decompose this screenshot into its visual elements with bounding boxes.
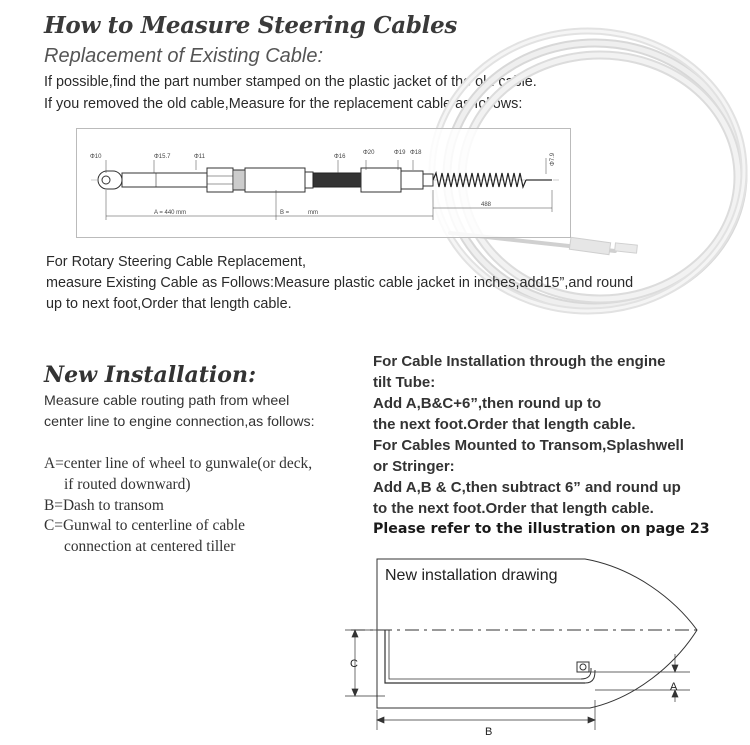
dim-label-b: B = bbox=[280, 210, 290, 216]
def-c: C=Gunwal to centerline of cable bbox=[44, 517, 245, 535]
rotary-line-3: up to next foot,Order that length cable. bbox=[46, 296, 292, 312]
def-b: B=Dash to transom bbox=[44, 496, 164, 514]
dimension-a-label: A bbox=[670, 681, 678, 693]
instr-line-7: Add A,B & C,then subtract 6” and round up bbox=[373, 479, 681, 496]
rotary-replacement-text bbox=[46, 252, 686, 315]
dim-label-a: A = 440 mm bbox=[154, 210, 187, 216]
rotary-line-1: For Rotary Steering Cable Replacement, bbox=[46, 254, 306, 270]
intro-line-2: If you removed the old cable,Measure for the replacement cable as follows: bbox=[44, 96, 523, 112]
instr-line-1: For Cable Installation through the engine bbox=[373, 353, 666, 370]
new-installation-title: New Installation: bbox=[44, 362, 257, 388]
dim-label-phi19: Φ19 bbox=[394, 150, 406, 156]
dim-label-phi10: Φ10 bbox=[90, 154, 102, 160]
instr-line-8: to the next foot.Order that length cable. bbox=[373, 500, 654, 517]
def-c-cont: connection at centered tiller bbox=[64, 538, 236, 556]
dim-label-phi11: Φ11 bbox=[194, 154, 206, 160]
dim-label-phi20: Φ20 bbox=[363, 150, 375, 156]
measure-line-1: Measure cable routing path from wheel bbox=[44, 393, 290, 409]
dim-label-phi15-7: Φ15.7 bbox=[154, 154, 171, 160]
cable-technical-drawing bbox=[76, 128, 571, 238]
definitions-list bbox=[44, 454, 312, 558]
instr-line-2: tilt Tube: bbox=[373, 374, 436, 391]
dim-label-488: 488 bbox=[481, 202, 492, 208]
def-a-cont: if routed downward) bbox=[64, 475, 191, 493]
page-title: How to Measure Steering Cables bbox=[44, 12, 458, 39]
dimension-c-label: C bbox=[350, 658, 358, 670]
instr-line-3: Add A,B&C+6”,then round up to bbox=[373, 395, 602, 412]
dim-label-phi7-9: Φ7.9 bbox=[550, 152, 556, 166]
instr-line-9: Please refer to the illustration on page 23 bbox=[373, 521, 710, 537]
section-subtitle-replacement: Replacement of Existing Cable: bbox=[44, 45, 324, 67]
dimension-b-label: B bbox=[485, 726, 493, 738]
instr-line-4: the next foot.Order that length cable. bbox=[373, 416, 636, 433]
installation-instructions bbox=[373, 351, 743, 540]
dim-label-phi18: Φ18 bbox=[410, 150, 422, 156]
dim-label-b-unit: mm bbox=[308, 210, 318, 216]
boat-installation-drawing bbox=[345, 550, 705, 740]
measure-instructions bbox=[44, 391, 315, 433]
boat-drawing-title: New installation drawing bbox=[385, 567, 558, 584]
def-a: A=center line of wheel to gunwale(or deck, bbox=[44, 455, 313, 472]
measure-line-2: center line to engine connection,as follows: bbox=[44, 414, 315, 430]
dim-label-phi16: Φ16 bbox=[334, 154, 346, 160]
rotary-line-2: measure Existing Cable as Follows:Measure plastic cable jacket in inches,add15”,and round bbox=[46, 275, 634, 291]
intro-line-1: If possible,find the part number stamped on the plastic jacket of the old cable. bbox=[44, 74, 537, 90]
instr-line-5: For Cables Mounted to Transom,Splashwell bbox=[373, 437, 684, 454]
instr-line-6: or Stringer: bbox=[373, 458, 455, 475]
